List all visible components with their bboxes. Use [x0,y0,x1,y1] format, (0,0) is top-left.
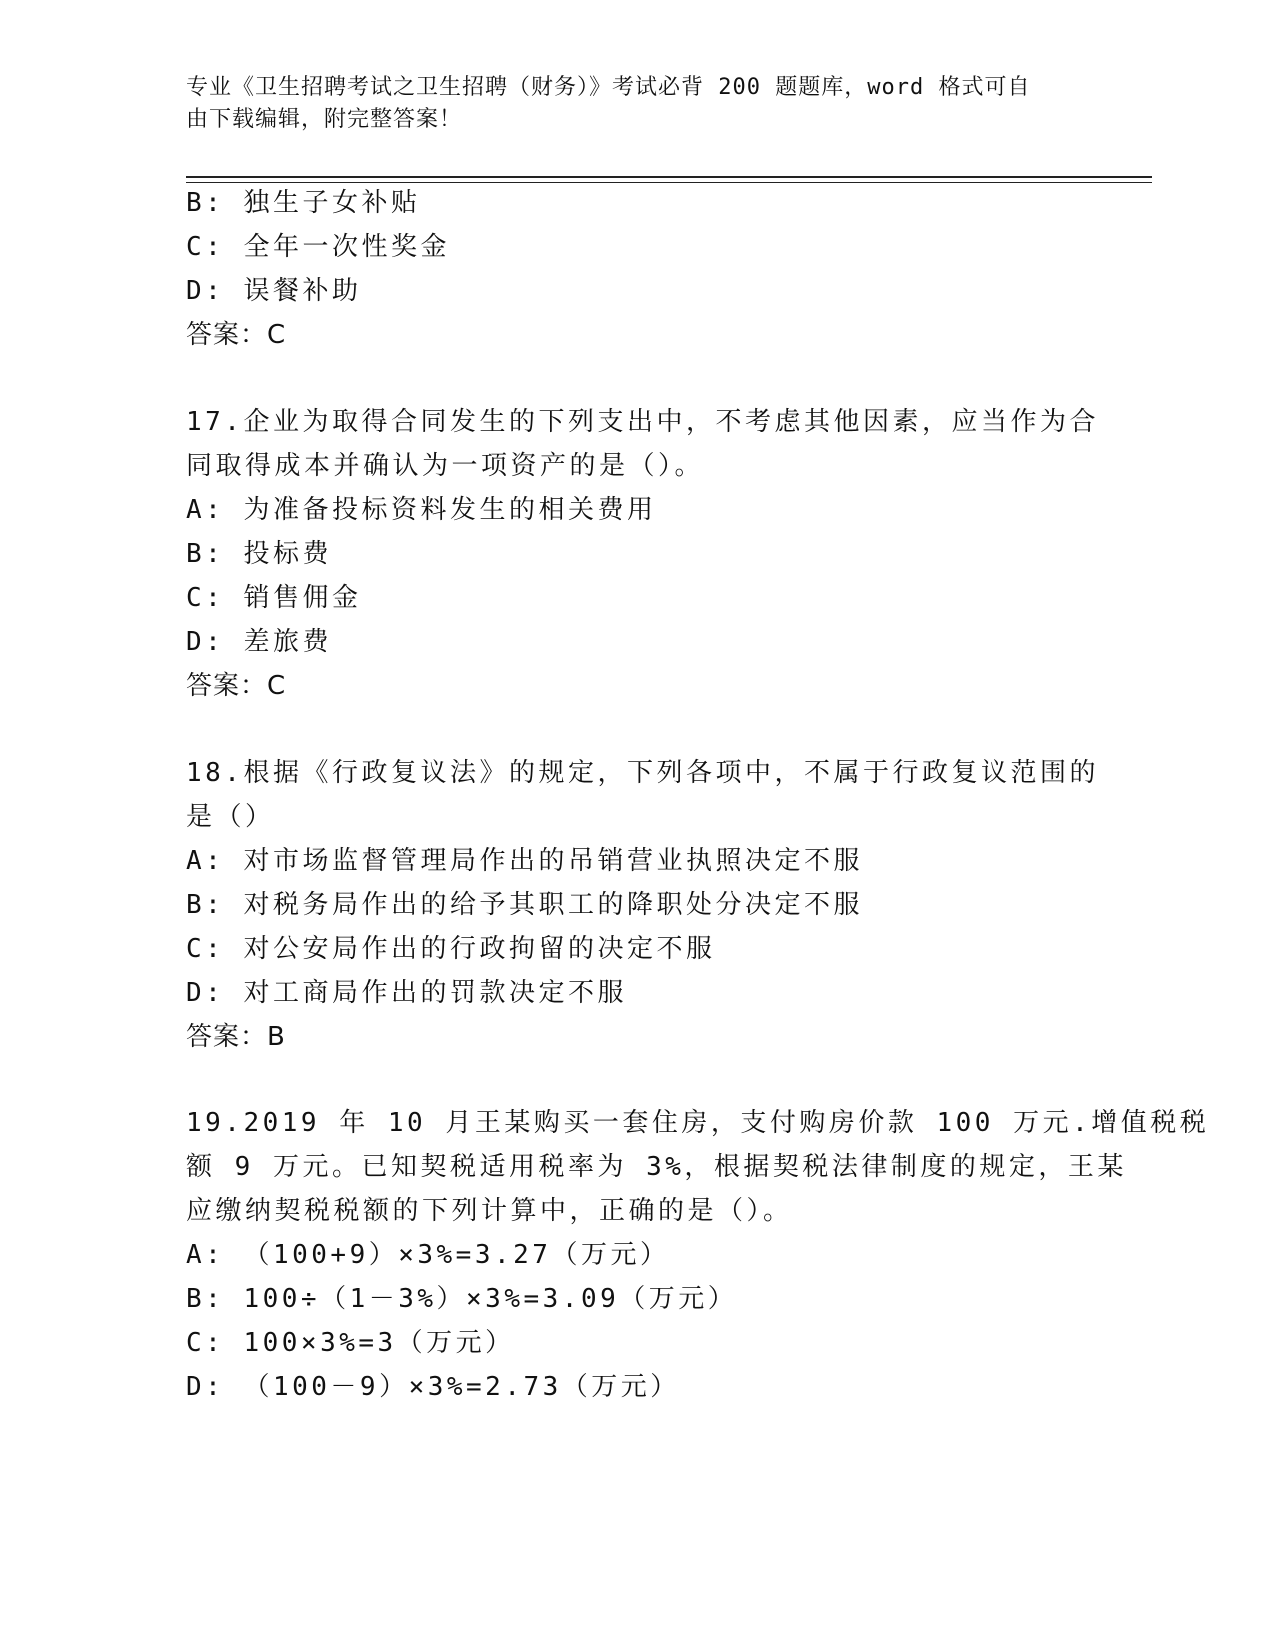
q17-stem-line-2: 同取得成本并确认为一项资产的是（）。 [186,451,705,481]
q18-stem-line-1: 18.根据《行政复议法》的规定，下列各项中，不属于行政复议范围的 [186,758,1099,788]
q17-option-c: C: 销售佣金 [186,583,362,613]
q19-stem-line-1: 19.2019 年 10 月王某购买一套住房，支付购房价款 100 万元.增值税税 [186,1108,1210,1138]
q16-option-b: B: 独生子女补贴 [186,188,421,218]
header-divider-thick [186,176,1152,178]
q18-option-c: C: 对公安局作出的行政拘留的决定不服 [186,934,716,964]
q18-answer: 答案：B [186,1022,286,1052]
q18-option-d: D: 对工商局作出的罚款决定不服 [186,978,627,1008]
q19-option-c: C: 100×3%=3（万元） [186,1328,515,1358]
q16-answer: 答案：C [186,320,287,350]
q17-stem-line-1: 17.企业为取得合同发生的下列支出中，不考虑其他因素，应当作为合 [186,407,1099,437]
q17-answer: 答案：C [186,671,287,701]
header-line-1: 专业《卫生招聘考试之卫生招聘（财务）》考试必背 200 题题库，word 格式可自 [186,75,1031,100]
q19-option-a: A: （100+9）×3%=3.27（万元） [186,1240,670,1270]
q17-option-b: B: 投标费 [186,539,332,569]
q17-option-a: A: 为准备投标资料发生的相关费用 [186,495,657,525]
q16-option-d: D: 误餐补助 [186,276,362,306]
q19-option-d: D: （100－9）×3%=2.73（万元） [186,1372,680,1402]
q18-option-a: A: 对市场监督管理局作出的吊销营业执照决定不服 [186,846,863,876]
q16-option-c: C: 全年一次性奖金 [186,232,450,262]
document-header [186,72,1066,136]
q18-stem-line-2: 是（） [186,802,275,832]
q17-option-d: D: 差旅费 [186,627,332,657]
header-divider-thin [186,182,1152,183]
q19-stem-line-3: 应缴纳契税税额的下列计算中，正确的是（）。 [186,1196,793,1226]
q18-option-b: B: 对税务局作出的给予其职工的降职处分决定不服 [186,890,863,920]
q19-stem-line-2: 额 9 万元。已知契税适用税率为 3%，根据契税法律制度的规定，王某 [186,1152,1127,1182]
q19-option-b: B: 100÷（1－3%）×3%=3.09（万元） [186,1284,738,1314]
header-line-2: 由下载编辑，附完整答案！ [186,107,463,132]
